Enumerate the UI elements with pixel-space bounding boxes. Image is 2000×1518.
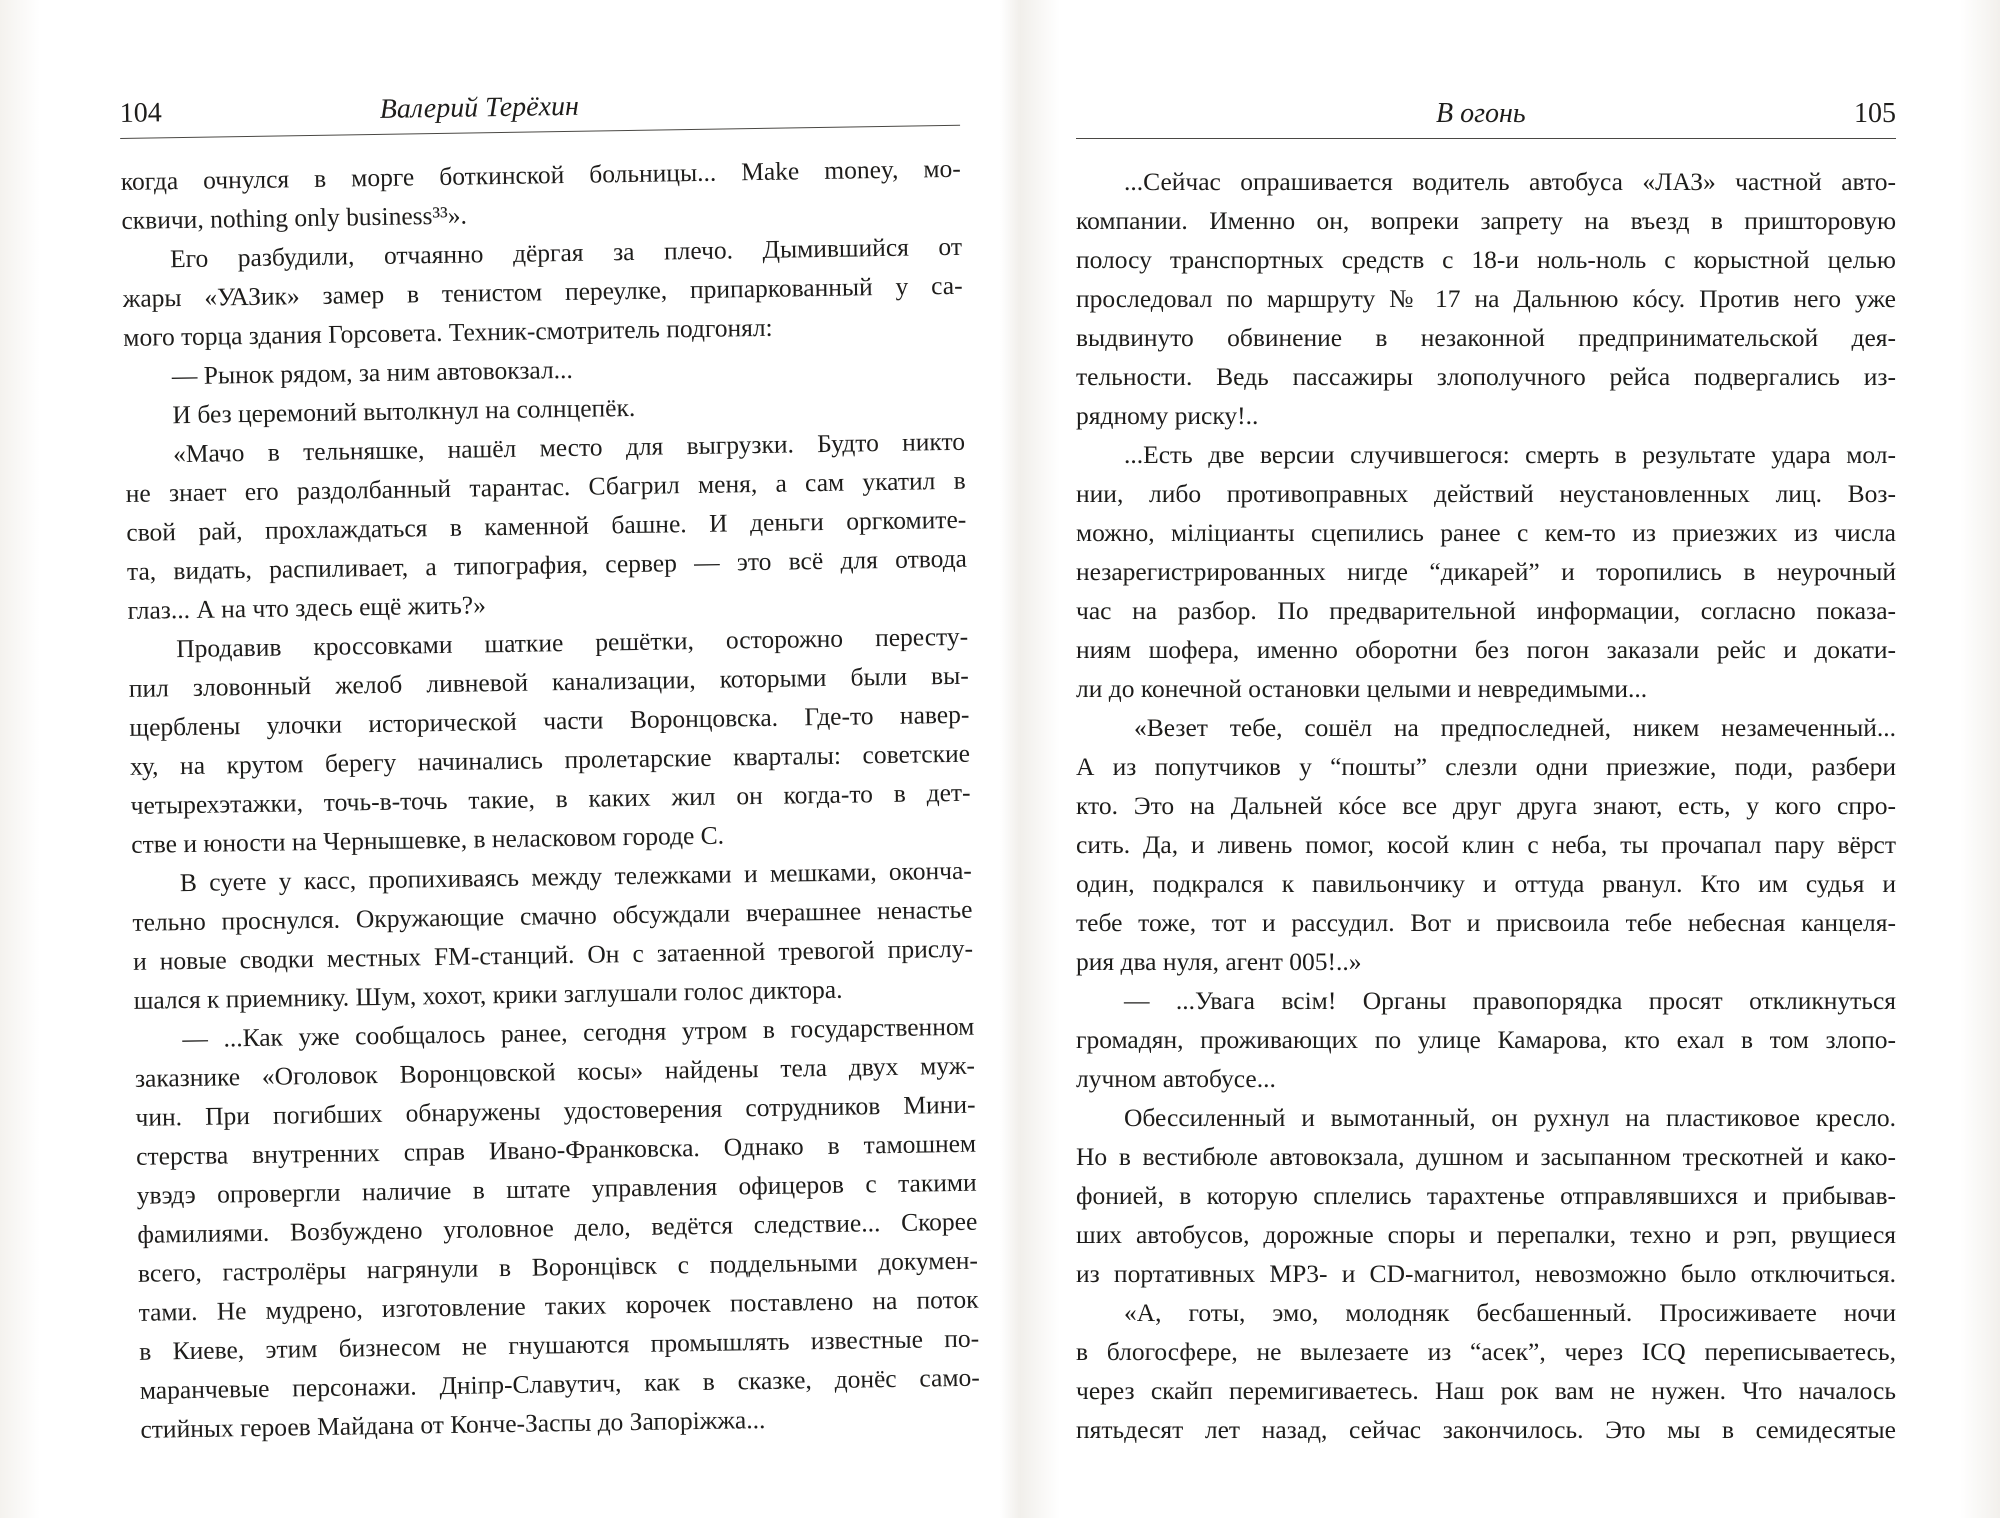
text-line: Но в вестибюле автовокзала, душном и засыпанном трескотней и како- — [1076, 1142, 1896, 1171]
text-line: — ...Как уже сообщалось ранее, сегодня утром в государственном — [182, 1011, 975, 1054]
text-line: стве и юности на Чернышевке, в неласковом городе С. — [131, 820, 725, 859]
left-running-head: Валерий Терёхин — [379, 90, 580, 125]
text-line: В суете у касс, пропихиваясь между тележками и мешками, оконча- — [179, 855, 973, 898]
text-line: громадян, проживающих по улице Камарова, кто ехал в том злопо- — [1076, 1025, 1896, 1054]
text-line: — Рынок рядом, за ним автовокзал... — [171, 354, 574, 391]
right-page-header — [1076, 92, 1896, 136]
text-line: в Киеве, этим бизнесом не гнушаются промышлять известные по- — [139, 1323, 980, 1366]
text-line: пятьдесят лет назад, сейчас закончилось. Это мы в семидесятые — [1076, 1415, 1896, 1444]
text-line: нии, либо противоправных действий неустановленных лиц. Воз- — [1076, 479, 1896, 508]
text-line: фонией, в которую сплелись тарахтенье отправлявшихся и прибывав- — [1076, 1181, 1896, 1210]
text-line: Продавив кроссовками шаткие решётки, осторожно пересту- — [175, 621, 969, 664]
text-line: из портативных MP3- и CD-магнитол, невозможно было отключиться. — [1076, 1259, 1896, 1288]
text-line: увэдэ опровергли наличие в штате управления офицеров с такими — [136, 1167, 977, 1210]
text-line: четырехэтажки, точь-в-точь такие, в каких жил он когда-то в дет- — [130, 777, 971, 820]
text-line: Его разбудили, отчаянно дёргая за плечо. Дымившийся от — [169, 231, 963, 274]
right-page-body — [1076, 162, 1896, 1449]
text-line: ...Есть две версии случившегося: смерть в результате удара мол- — [1124, 440, 1896, 469]
text-line: один, подкрался к павильончику и оттуда рванул. Кто им судья и — [1076, 869, 1896, 898]
text-line: не знает его раздолбанный тарантас. Сбагрил меня, а сам укатил в — [125, 465, 966, 508]
text-line: ниям шофера, именно оборотни без погон заказали рейс и докати- — [1076, 635, 1896, 664]
text-line: мого торца здания Горсовета. Техник-смотритель подгонял: — [123, 312, 773, 352]
text-line: маранчевые персонажи. Дніпр-Славутич, как в сказке, донёс само- — [139, 1362, 980, 1405]
text-line: «Везет тебе, сошёл на предпоследней, никем незамеченный... — [1134, 713, 1896, 742]
text-line: тельно проснулся. Окружающие смачно обсуждали вчерашнее ненастье — [132, 894, 973, 937]
text-line: стерства внутренних справ Ивано-Франковска. Однако в тамошнем — [135, 1128, 977, 1171]
text-line: — ...Увага всім! Органы правопорядка просят откликнуться — [1124, 986, 1896, 1015]
text-line: и новые сводки местных FM-станций. Он с затаенной тревогой прислу- — [132, 933, 974, 976]
text-line: выдвинуто обвинение в незаконной предпринимательской дея- — [1076, 323, 1896, 352]
text-line: незарегистрированных нигде “дикарей” и торопились в неурочный — [1076, 557, 1896, 586]
text-line: ху, на крутом берегу начинались пролетарские кварталы: советские — [129, 738, 971, 781]
text-line: полосу транспортных средств с 18-и ноль-ноль с корыстной целью — [1076, 245, 1896, 274]
text-line: «Мачо в тельняшке, нашёл место для выгрузки. Будто никто — [172, 426, 966, 469]
text-line: проследовал по маршруту № 17 на Дальнюю кóсу. Против него уже — [1076, 284, 1896, 313]
text-line: ших автобусов, дорожные споры и перепалки, техно и рэп, рвущиеся — [1076, 1220, 1896, 1249]
text-line: в блогосфере, не вылезаете из “асек”, через ICQ переписываетесь, — [1076, 1337, 1896, 1366]
text-line: тебе тоже, тот и рассудил. Вот и присвоила тебе небесная канцеля- — [1076, 908, 1896, 937]
right-header-rule — [1076, 138, 1896, 139]
text-line: А из попутчиков у “пошты” слезли одни приезжие, поди, разбери — [1076, 752, 1896, 781]
text-line: заказнике «Оголовок Воронцовской косы» найдены тела двух муж- — [134, 1050, 976, 1093]
right-running-head: В огонь — [1436, 98, 1526, 129]
text-line: «А, готы, эмо, молодняк бесбашенный. Просиживаете ночи — [1124, 1298, 1896, 1327]
text-line: компании. Именно он, вопреки запрету на въезд в пришторовую — [1076, 206, 1896, 235]
left-page-number: 104 — [119, 97, 163, 129]
text-line: Обессиленный и вымотанный, он рухнул на пластиковое кресло. — [1124, 1103, 1896, 1132]
text-line: И без церемоний вытолкнул на солнцепёк. — [172, 392, 636, 430]
text-line: глаз... А на что здесь ещё жить?» — [127, 590, 487, 625]
text-line: сить. Да, и ливень помог, косой клин с неба, ты прочапал пару вёрст — [1076, 830, 1896, 859]
text-line: можно, міліцианты сцепились ранее с кем-то из приезжих из числа — [1076, 518, 1896, 547]
text-line: рядному риску!.. — [1076, 401, 1259, 430]
text-line: свой рай, прохлаждаться в каменной башне. И деньги оргкомите- — [126, 504, 967, 547]
text-line: сквичи, nothing only business³³». — [121, 200, 468, 235]
text-line: когда очнулся в морге боткинской больницы... Make money, мо- — [120, 153, 961, 196]
left-page-body — [121, 149, 981, 1449]
text-line: всего, гастролёры нагрянули в Воронцівск с поддельными докумен- — [137, 1245, 979, 1288]
text-line: через скайп перемигиваетесь. Наш рок вам не нужен. Что началось — [1076, 1376, 1896, 1405]
right-page — [1076, 0, 1896, 1518]
text-line: щерблены улочки исторической части Воронцовска. Где-то навер- — [129, 699, 970, 742]
text-line: жары «УАЗик» замер в тенистом переулке, припаркованный у са- — [122, 270, 963, 313]
text-line: час на разбор. По предварительной информации, согласно показа- — [1076, 596, 1896, 625]
text-line: ли до конечной остановки целыми и невредимыми... — [1076, 674, 1648, 703]
text-line: та, видать, распиливает, а типография, сервер — это всё для отвода — [126, 543, 968, 586]
text-line: лучном автобусе... — [1076, 1064, 1276, 1093]
text-line: чин. При погибших обнаружены удостоверения сотрудников Мини- — [135, 1089, 976, 1132]
left-page — [118, 0, 982, 1518]
text-line: тельности. Ведь пассажиры злополучного рейса подвергались из- — [1076, 362, 1896, 391]
text-line: рия два нуля, агент 005!..» — [1076, 947, 1362, 976]
text-line: пил зловонный желоб ливневой канализации, которыми были вы- — [128, 660, 969, 703]
text-line: кто. Это на Дальней кóсе все друг друга знают, есть, у кого спро- — [1076, 791, 1896, 820]
text-line: шался к приемнику. Шум, хохот, крики заглушали голос диктора. — [133, 974, 843, 1015]
text-line: фамилиями. Возбуждено уголовное дело, ведётся следствие... Скорее — [137, 1206, 978, 1249]
text-line: тами. Не мудрено, изготовление таких корочек поставлено на поток — [138, 1284, 979, 1327]
right-page-number: 105 — [1854, 98, 1896, 129]
text-line: стийных героев Майдана от Конче-Заспы до Запоріжжа... — [140, 1405, 766, 1444]
text-line: ...Сейчас опрашивается водитель автобуса «ЛАЗ» частной авто- — [1124, 167, 1896, 196]
